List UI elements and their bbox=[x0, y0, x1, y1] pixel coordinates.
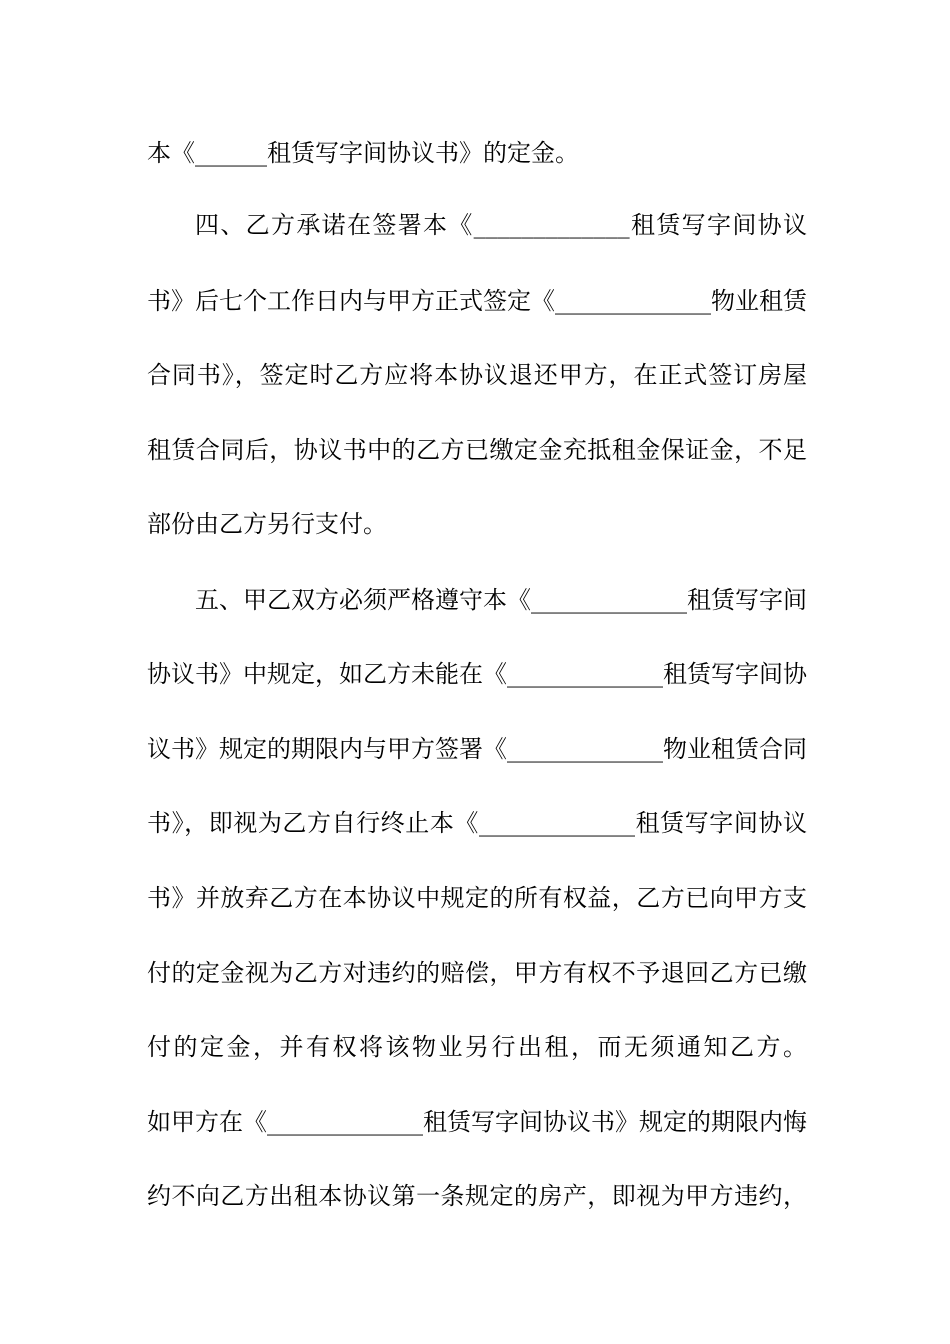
text-line: 书》后七个工作日内与甲方正式签定《_____________物业租赁 bbox=[147, 287, 807, 315]
text-line: 租赁合同后，协议书中的乙方已缴定金充抵租金保证金，不足 bbox=[147, 436, 807, 464]
text-line: 部份由乙方另行支付。 bbox=[147, 510, 387, 538]
text-line: 如甲方在《_____________租赁写字间协议书》规定的期限内悔 bbox=[147, 1108, 807, 1136]
text-line: 协议书》中规定，如乙方未能在《_____________租赁写字间协 bbox=[147, 660, 807, 688]
text-line: 五、甲乙双方必须严格遵守本《_____________租赁写字间 bbox=[195, 586, 807, 614]
text-line: 合同书》，签定时乙方应将本协议退还甲方，在正式签订房屋 bbox=[147, 361, 807, 389]
text-line: 书》，即视为乙方自行终止本《_____________租赁写字间协议 bbox=[147, 809, 807, 837]
text-line: 四、乙方承诺在签署本《_____________租赁写字间协议 bbox=[195, 211, 807, 239]
text-line: 书》并放弃乙方在本协议中规定的所有权益，乙方已向甲方支 bbox=[147, 884, 807, 912]
text-line: 约不向乙方出租本协议第一条规定的房产，即视为甲方违约， bbox=[147, 1182, 807, 1210]
text-line: 议书》规定的期限内与甲方签署《_____________物业租赁合同 bbox=[147, 735, 807, 763]
text-line: 付的定金，并有权将该物业另行出租，而无须通知乙方。 bbox=[147, 1033, 807, 1061]
text-line: 付的定金视为乙方对违约的赔偿，甲方有权不予退回乙方已缴 bbox=[147, 959, 807, 987]
text-line: 本《______租赁写字间协议书》的定金。 bbox=[147, 139, 579, 167]
